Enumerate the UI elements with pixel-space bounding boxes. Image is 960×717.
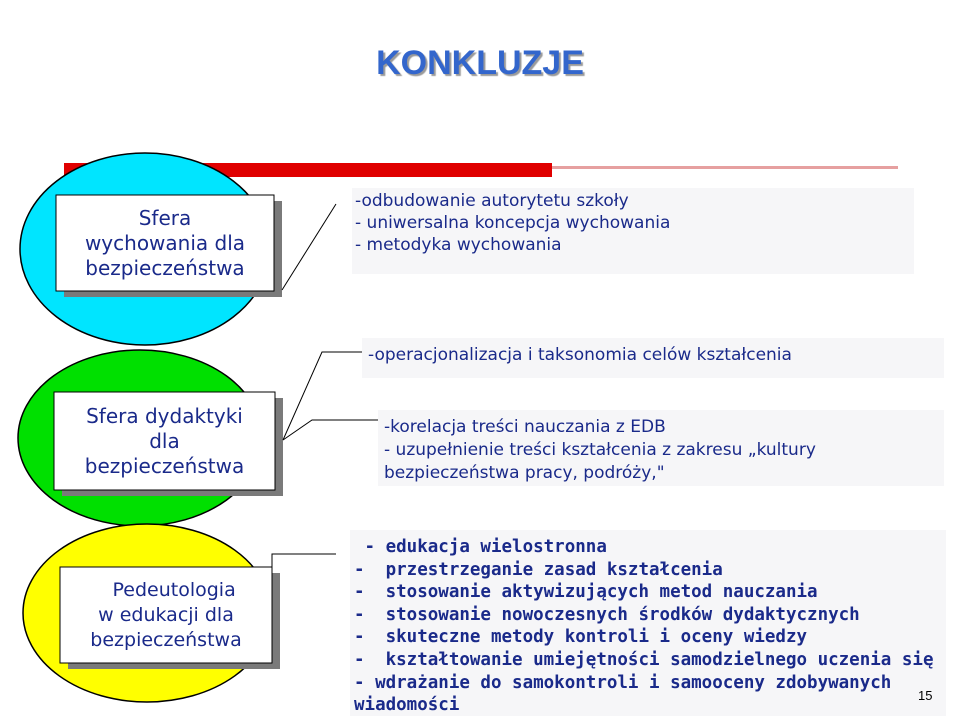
sphere-3-label-line: w edukacji dla bbox=[98, 603, 234, 626]
list-item: - przestrzeganie zasad kształcenia bbox=[354, 559, 723, 580]
sphere-2-top-item bbox=[368, 344, 792, 366]
sphere-1-label bbox=[56, 195, 274, 291]
list-item: - skuteczne metody kontroli i oceny wiedzy bbox=[354, 627, 808, 648]
list-item: -odbudowanie autorytetu szkoły bbox=[355, 191, 629, 211]
sphere-3-label-line: Pedeutologia bbox=[112, 578, 236, 601]
sphere-3-label bbox=[60, 567, 272, 663]
sphere-2-connector-top bbox=[283, 352, 364, 440]
sphere-1-list bbox=[355, 190, 670, 256]
sphere-2-connector-main bbox=[283, 420, 378, 440]
sphere-1-label-line: Sfera bbox=[138, 205, 192, 230]
list-item: - stosowanie aktywizujących metod nauczania bbox=[354, 582, 818, 603]
sphere-2-label bbox=[54, 392, 275, 490]
sphere-2-label-line: dla bbox=[149, 428, 180, 453]
sphere-1-label-line: bezpieczeństwa bbox=[85, 255, 245, 280]
list-item: - uniwersalna koncepcja wychowania bbox=[355, 213, 671, 233]
list-item: -operacjonalizacja i taksonomia celów kształcenia bbox=[368, 345, 792, 365]
sphere-3-connector bbox=[272, 554, 336, 572]
sphere-1-label-line: wychowania dla bbox=[84, 230, 246, 255]
sphere-3-list bbox=[354, 536, 933, 717]
sphere-3-label-line: bezpieczeństwa bbox=[90, 628, 242, 651]
sphere-2-list bbox=[384, 416, 816, 485]
list-item: bezpieczeństwa pracy, podróży," bbox=[384, 463, 665, 483]
accent-line bbox=[552, 166, 898, 169]
list-item: - metodyka wychowania bbox=[355, 235, 562, 255]
list-item: wiadomości bbox=[354, 695, 460, 716]
page-number: 15 bbox=[918, 688, 933, 703]
list-item: - uzupełnienie treści kształcenia z zakresu „kultury bbox=[384, 440, 816, 460]
sphere-2-label-line: bezpieczeństwa bbox=[84, 453, 245, 478]
slide-title: KONKLUZJE bbox=[376, 44, 584, 82]
sphere-2-label-line: Sfera dydaktyki bbox=[86, 403, 243, 428]
list-item: - stosowanie nowoczesnych środków dydaktycznych bbox=[354, 604, 860, 625]
list-item: - kształtowanie umiejętności samodzielnego uczenia się bbox=[354, 649, 934, 670]
sphere-1-connector bbox=[282, 204, 336, 290]
list-item: - edukacja wielostronna bbox=[354, 537, 607, 557]
list-item: -korelacja treści nauczania z EDB bbox=[384, 417, 666, 437]
list-item: - wdrażanie do samokontroli i samooceny zdobywanych bbox=[354, 672, 892, 693]
